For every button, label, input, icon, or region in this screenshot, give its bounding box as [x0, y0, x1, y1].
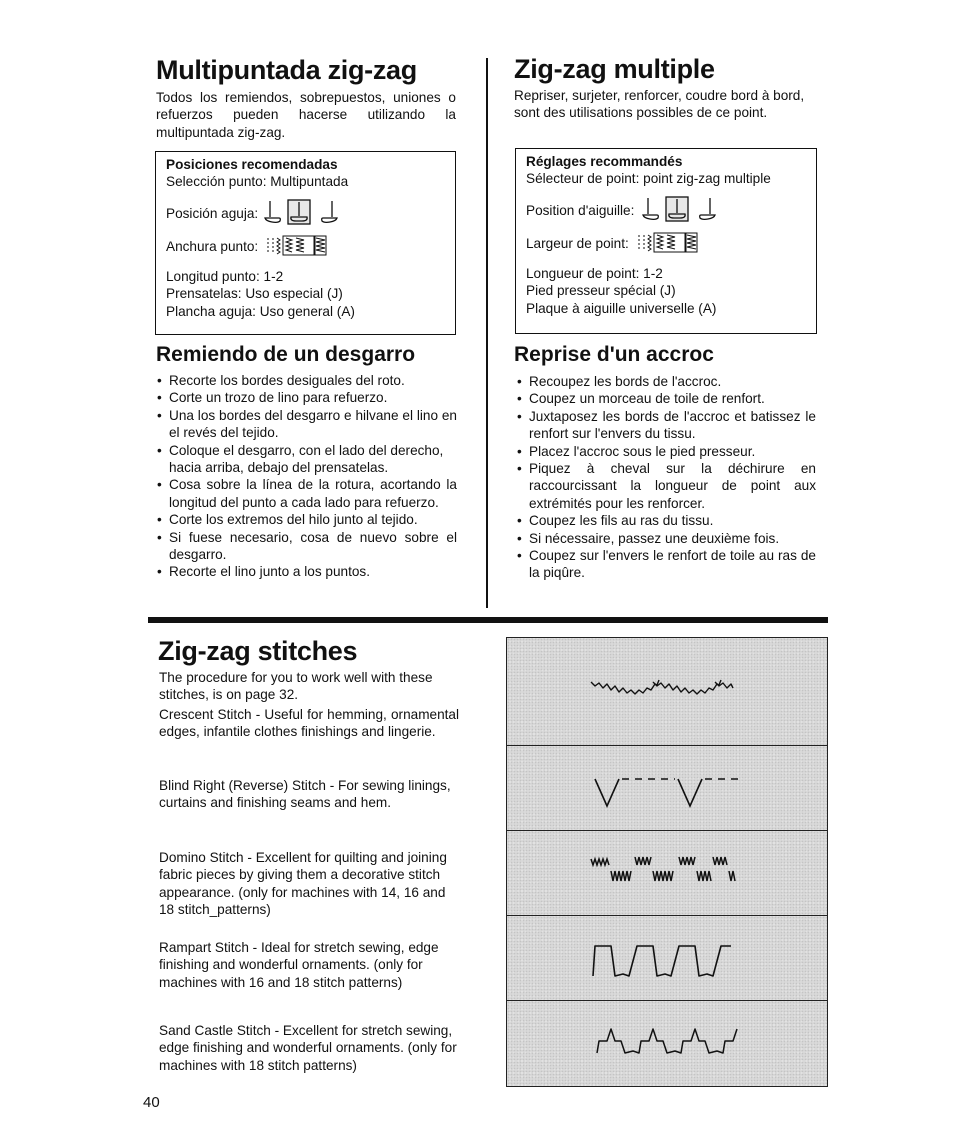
rampart-stitch-sample — [506, 915, 828, 1001]
crescent-stitch-sample — [506, 637, 828, 746]
list-item: • Corte los extremos del hilo junto al tejido. — [156, 511, 457, 528]
fr-intro — [514, 87, 819, 122]
domino-stitch-sample — [506, 830, 828, 916]
es-stitch-selection: Selección punto: Multipuntada — [166, 174, 349, 190]
sand-castle-stitch-sample — [506, 1000, 828, 1087]
fr-settings-box — [515, 148, 817, 334]
list-item: • Coupez sur l'envers le renfort de toile au ras de la piqûre. — [516, 547, 816, 582]
list-item: • Recorte los bordes desiguales del roto. — [156, 372, 457, 389]
blind-right-stitch-sample — [506, 745, 828, 831]
fr-needle-row — [526, 198, 806, 224]
fr-subtitle: Reprise d'un accroc — [514, 343, 714, 366]
fr-stitch-selection: Sélecteur de point: point zig-zag multiple — [526, 171, 771, 187]
stitch-width-icon — [637, 231, 703, 257]
fr-title: Zig-zag multiple — [514, 54, 715, 84]
list-item: • Recoupez les bords de l'accroc. — [516, 373, 816, 390]
section-divider — [148, 617, 828, 623]
list-item: • Coupez les fils au ras du tissu. — [516, 512, 816, 529]
es-width-row — [166, 236, 445, 258]
list-item: • Una los bordes del desgarro e hilvane el lino en el revés del tejido. — [156, 407, 457, 442]
es-stitch-length: Longitud punto: 1-2 — [166, 268, 284, 284]
column-divider — [486, 58, 488, 608]
rampart-stitch-icon — [507, 916, 827, 1000]
fr-intro-text: Repriser, surjeter, renforcer, coudre bord à bord, sont des utilisations possibles de ce point. — [514, 88, 805, 121]
list-item: • Coloque el desgarro, con el lado del derecho, hacia arriba, debajo del prensatelas. — [156, 442, 457, 477]
en-intro: The procedure for you to work well with these stitches, is on page 32. — [159, 670, 433, 703]
fr-presser-foot: Pied presseur spécial (J) — [526, 283, 676, 299]
list-item: • Placez l'accroc sous le pied presseur. — [516, 443, 816, 460]
domino-stitch-icon — [507, 831, 827, 915]
es-bullet-list — [156, 372, 457, 581]
es-needle-plate: Plancha aguja: Uso general (A) — [166, 303, 355, 319]
list-item: • Si fuese necesario, cosa de nuevo sobre el desgarro. — [156, 529, 457, 564]
domino-stitch-text: Domino Stitch - Excellent for quilting and joining fabric pieces by giving them a decorative stitch appearance. (only for machines with 14, 16 and 18 stitch_patterns) — [159, 850, 447, 918]
sand-castle-stitch-text: Sand Castle Stitch - Excellent for stretch sewing, edge finishing and wonderful ornaments. (only for machines with 18 stitch patterns) — [159, 1023, 457, 1073]
blind-right-stitch-icon — [507, 746, 827, 830]
crescent-stitch-text: Crescent Stitch - Useful for hemming, ornamental edges, infantile clothes finishings and lingerie. — [159, 707, 459, 740]
list-item: • Recorte el lino junto a los puntos. — [156, 563, 457, 580]
es-intro: Todos los remiendos, sobrepuestos, uniones o refuerzos pueden hacerse utilizando la multipuntada zig-zag. — [156, 90, 456, 140]
stitch-width-icon — [266, 234, 332, 260]
es-width-label: Anchura punto: — [166, 239, 259, 255]
fr-width-row — [526, 233, 806, 255]
page-number: 40 — [143, 1094, 160, 1111]
needle-position-icon — [642, 196, 718, 226]
crescent-stitch-icon — [507, 638, 827, 745]
sand-castle-stitch-icon — [507, 1001, 827, 1086]
rampart-stitch-text: Rampart Stitch - Ideal for stretch sewing, edge finishing and wonderful ornaments. (only for machines with 16 and 18 stitch patterns) — [159, 940, 439, 990]
list-item: • Piquez à cheval sur la déchirure en raccourcissant la longueur de point aux extrémités pour les renforcer. — [516, 460, 816, 512]
list-item: • Si nécessaire, passez une deuxième fois. — [516, 530, 816, 547]
es-needle-label: Posición aguja: — [166, 206, 259, 222]
es-title: Multipuntada zig-zag — [156, 55, 417, 85]
fr-width-label: Largeur de point: — [526, 236, 629, 252]
fr-stitch-length: Longueur de point: 1-2 — [526, 265, 663, 281]
blind-right-stitch-text: Blind Right (Reverse) Stitch - For sewing linings, curtains and finishing seams and hem. — [159, 778, 451, 811]
es-needle-row — [166, 201, 445, 227]
list-item: • Cosa sobre la línea de la rotura, acortando la longitud del punto a cada lado para refuerzo. — [156, 476, 457, 511]
en-title: Zig-zag stitches — [158, 636, 358, 666]
list-item: • Coupez un morceau de toile de renfort. — [516, 390, 816, 407]
fr-needle-label: Position d'aiguille: — [526, 203, 635, 219]
es-presser-foot: Prensatelas: Uso especial (J) — [166, 286, 343, 302]
es-subtitle: Remiendo de un desgarro — [156, 343, 416, 366]
fr-bullet-list — [516, 373, 816, 582]
fr-needle-plate: Plaque à aiguille universelle (A) — [526, 300, 717, 316]
list-item: • Juxtaposez les bords de l'accroc et batissez le renfort sur l'envers du tissu. — [516, 408, 816, 443]
es-settings-heading: Posiciones recomendadas — [166, 157, 338, 172]
needle-position-icon — [264, 199, 340, 229]
fr-settings-heading: Réglages recommandés — [526, 154, 683, 169]
es-settings-box — [155, 151, 456, 335]
list-item: • Corte un trozo de lino para refuerzo. — [156, 389, 457, 406]
